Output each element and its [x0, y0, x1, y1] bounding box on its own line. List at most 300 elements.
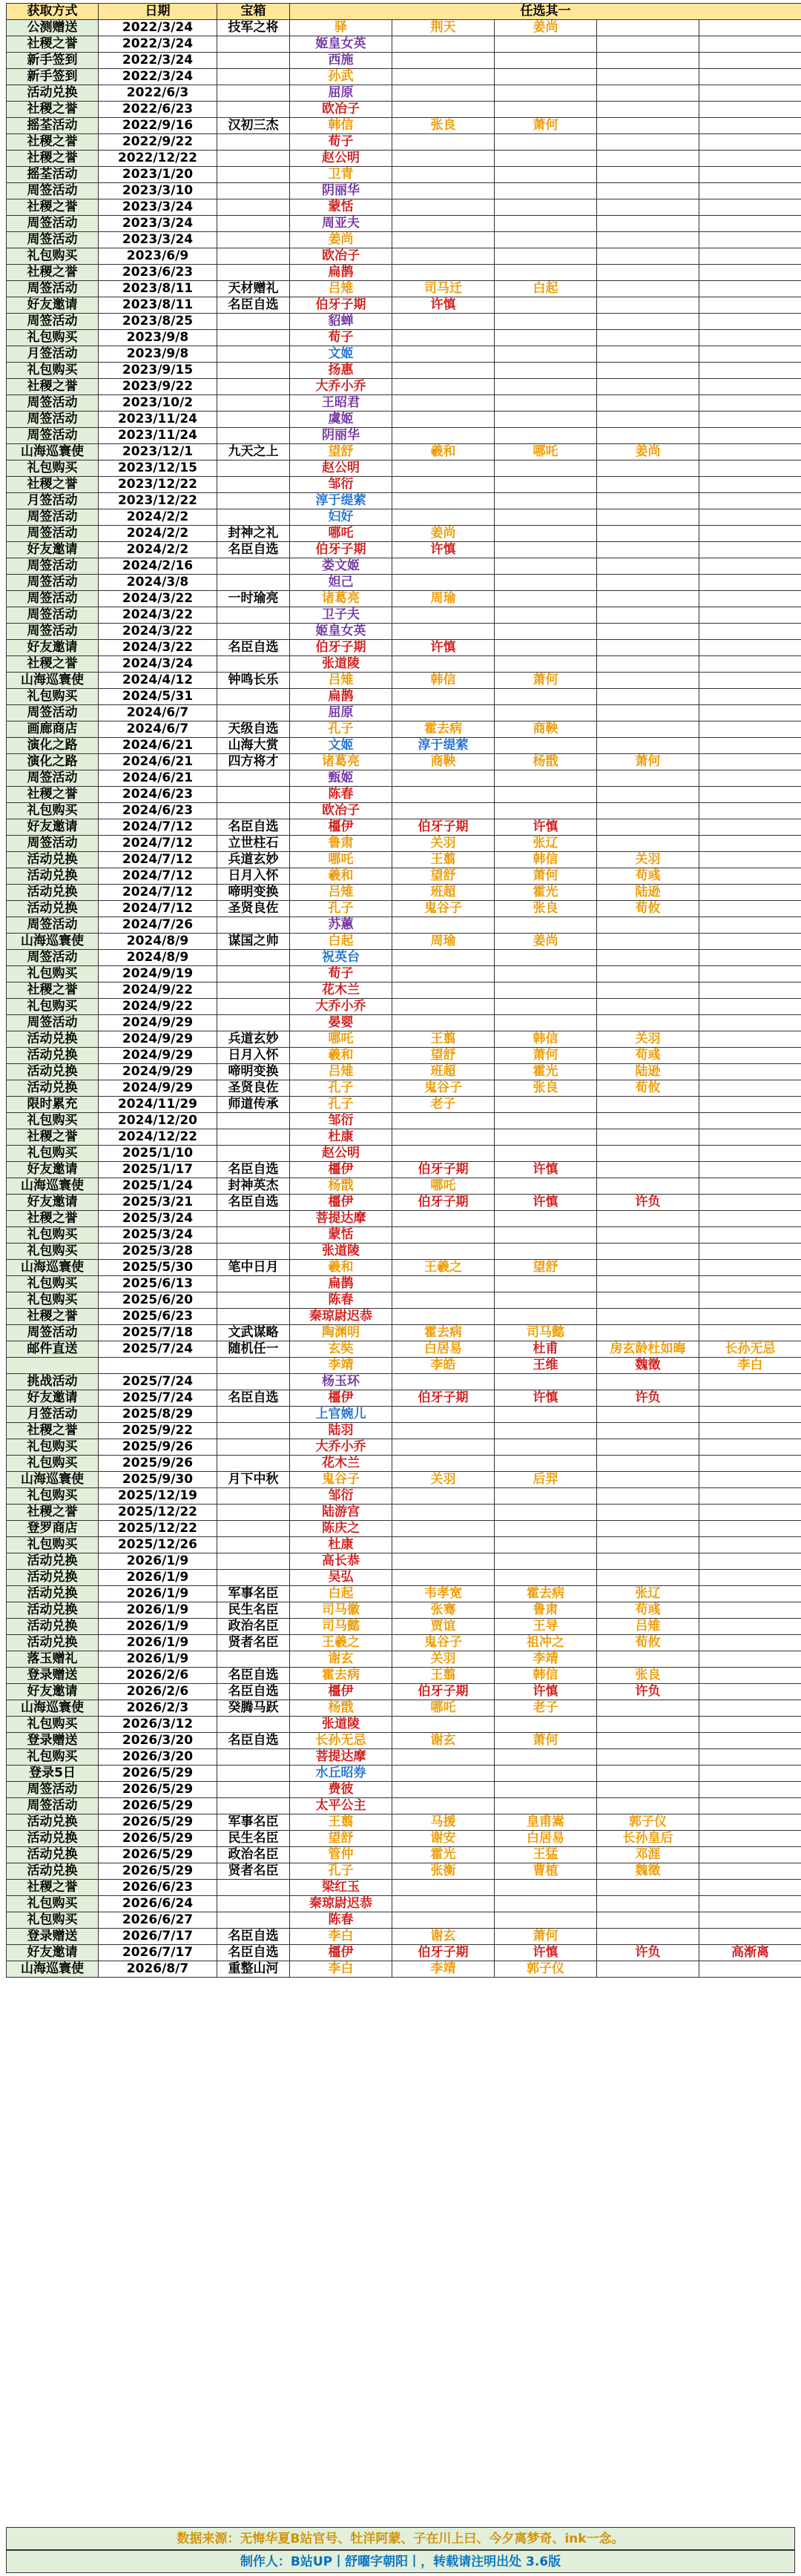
method-cell: 摇荃活动: [7, 118, 99, 134]
chest-cell: [217, 803, 290, 819]
option-cell: 扁鹊: [290, 1276, 392, 1292]
option-cell: [699, 542, 801, 558]
date-cell: 2025/9/26: [99, 1439, 217, 1456]
date-cell: 2026/2/3: [99, 1700, 217, 1717]
method-cell: 活动兑换: [7, 85, 99, 102]
date-cell: 2025/8/29: [99, 1407, 217, 1423]
option-cell: [597, 183, 699, 199]
date-cell: 2026/1/9: [99, 1570, 217, 1586]
option-cell: 霍去病: [392, 1325, 495, 1341]
method-cell: 周签活动: [7, 395, 99, 412]
date-cell: 2025/6/13: [99, 1276, 217, 1292]
table-row: [7, 721, 801, 738]
date-cell: 2024/2/2: [99, 509, 217, 526]
date-cell: 2023/11/24: [99, 412, 217, 428]
table-row: [7, 1488, 801, 1505]
option-cell: [392, 428, 495, 444]
option-cell: 班超: [392, 1064, 495, 1080]
option-cell: 关羽: [597, 1031, 699, 1048]
date-cell: 2023/3/24: [99, 199, 217, 216]
option-cell: [392, 248, 495, 265]
option-cell: [699, 1847, 801, 1863]
method-cell: 礼包购买: [7, 1537, 99, 1553]
table-row: [7, 966, 801, 982]
option-cell: 张骞: [392, 1602, 495, 1619]
chest-cell: [217, 1456, 290, 1472]
table-row: [7, 1602, 801, 1619]
table-row: [7, 36, 801, 53]
method-cell: 限时累充: [7, 1097, 99, 1113]
table-row: [7, 575, 801, 591]
option-cell: [495, 199, 597, 216]
method-cell: 礼包购买: [7, 248, 99, 265]
option-cell: [699, 395, 801, 412]
option-cell: [699, 85, 801, 102]
option-cell: [699, 1456, 801, 1472]
date-cell: 2024/7/12: [99, 901, 217, 917]
chest-cell: [217, 917, 290, 934]
option-cell: [597, 477, 699, 493]
option-cell: 贾谊: [392, 1619, 495, 1635]
option-cell: [597, 297, 699, 314]
option-cell: [597, 1700, 699, 1717]
option-cell: 皇甫嵩: [495, 1814, 597, 1831]
option-cell: 鬼谷子: [290, 1472, 392, 1488]
option-cell: [392, 917, 495, 934]
option-cell: [392, 460, 495, 477]
option-cell: 羲和: [290, 868, 392, 885]
table-row: [7, 1619, 801, 1635]
chest-cell: 民生名臣: [217, 1831, 290, 1847]
option-cell: [699, 460, 801, 477]
option-cell: 白起: [290, 934, 392, 950]
option-cell: 橿伊: [290, 1195, 392, 1211]
option-cell: 许慎: [392, 640, 495, 656]
option-cell: 伯牙子期: [392, 1945, 495, 1961]
option-cell: 屈原: [290, 85, 392, 102]
chest-cell: 九天之上: [217, 444, 290, 460]
option-cell: 长孙无忌: [290, 1733, 392, 1749]
option-cell: 荀子: [290, 134, 392, 151]
chest-cell: [217, 199, 290, 216]
table-row: [7, 232, 801, 248]
option-cell: 陈庆之: [290, 1521, 392, 1537]
option-cell: [495, 624, 597, 640]
option-cell: 谢玄: [392, 1929, 495, 1945]
table-row: [7, 1080, 801, 1097]
chest-cell: [217, 1358, 290, 1374]
method-cell: [7, 1358, 99, 1374]
option-cell: [392, 477, 495, 493]
chest-cell: [217, 1798, 290, 1814]
date-cell: 2024/6/21: [99, 738, 217, 754]
option-cell: 吕雉: [290, 673, 392, 689]
method-cell: 月签活动: [7, 493, 99, 509]
option-cell: 欧冶子: [290, 102, 392, 118]
option-cell: [597, 216, 699, 232]
option-cell: [597, 1439, 699, 1456]
chest-cell: [217, 53, 290, 69]
table-row: [7, 1766, 801, 1782]
date-cell: 2026/1/9: [99, 1602, 217, 1619]
option-cell: [495, 493, 597, 509]
chest-cell: [217, 1292, 290, 1309]
option-cell: [699, 1244, 801, 1260]
chest-cell: [217, 689, 290, 705]
option-cell: [699, 444, 801, 460]
method-cell: 礼包购买: [7, 1896, 99, 1912]
option-cell: 貂蝉: [290, 314, 392, 330]
option-cell: 长孙皇后: [597, 1831, 699, 1847]
chest-cell: 啼明变换: [217, 1064, 290, 1080]
option-cell: 白起: [290, 1586, 392, 1602]
chest-cell: 名臣自选: [217, 1733, 290, 1749]
option-cell: 羲和: [290, 1048, 392, 1064]
chest-cell: [217, 460, 290, 477]
table-row: [7, 1831, 801, 1847]
option-cell: [597, 346, 699, 363]
method-cell: 好友邀请: [7, 297, 99, 314]
option-cell: [699, 1211, 801, 1227]
option-cell: [597, 673, 699, 689]
method-cell: 公测赠送: [7, 20, 99, 36]
option-cell: [699, 1423, 801, 1439]
option-cell: [597, 1553, 699, 1570]
method-cell: 周签活动: [7, 1782, 99, 1798]
method-cell: 登录赠送: [7, 1668, 99, 1684]
date-cell: 2024/7/12: [99, 868, 217, 885]
date-cell: 2022/12/22: [99, 151, 217, 167]
option-cell: [495, 738, 597, 754]
chest-cell: 圣贤良佐: [217, 901, 290, 917]
option-cell: [699, 1684, 801, 1700]
method-cell: 山海巡寰使: [7, 673, 99, 689]
method-cell: 礼包购买: [7, 1912, 99, 1929]
date-cell: 2025/3/24: [99, 1211, 217, 1227]
method-cell: 好友邀请: [7, 1945, 99, 1961]
table-row: [7, 444, 801, 460]
option-cell: 王羲之: [392, 1260, 495, 1276]
option-cell: [392, 314, 495, 330]
option-cell: 扬惠: [290, 363, 392, 379]
table-row: [7, 1635, 801, 1651]
method-cell: 活动兑换: [7, 1048, 99, 1064]
option-cell: 孔子: [290, 1097, 392, 1113]
option-cell: [699, 1488, 801, 1505]
option-cell: [699, 1766, 801, 1782]
date-cell: 2024/2/2: [99, 526, 217, 542]
date-cell: 2023/3/24: [99, 216, 217, 232]
chest-cell: [217, 770, 290, 787]
option-cell: 望舒: [495, 1260, 597, 1276]
option-cell: [495, 1488, 597, 1505]
option-cell: [699, 134, 801, 151]
method-cell: 周签活动: [7, 575, 99, 591]
option-cell: [699, 1733, 801, 1749]
option-cell: 杨玉环: [290, 1374, 392, 1390]
option-cell: [597, 1798, 699, 1814]
chest-cell: [217, 1537, 290, 1553]
date-cell: 2025/12/22: [99, 1505, 217, 1521]
table-row: [7, 901, 801, 917]
option-cell: 秦琼尉迟恭: [290, 1309, 392, 1325]
option-cell: [495, 36, 597, 53]
option-cell: 扁鹊: [290, 689, 392, 705]
option-cell: 许慎: [392, 542, 495, 558]
table-row: [7, 934, 801, 950]
date-cell: 2026/3/20: [99, 1749, 217, 1766]
option-cell: 哪吒: [392, 1700, 495, 1717]
date-cell: [99, 1358, 217, 1374]
option-cell: [495, 1798, 597, 1814]
option-cell: [699, 673, 801, 689]
option-cell: [699, 950, 801, 966]
date-cell: 2024/9/29: [99, 1015, 217, 1031]
method-cell: 社稷之誉: [7, 379, 99, 395]
option-cell: [597, 1521, 699, 1537]
option-cell: 淳于缇萦: [290, 493, 392, 509]
option-cell: 姜尚: [495, 934, 597, 950]
date-cell: 2024/11/29: [99, 1097, 217, 1113]
date-cell: 2024/8/9: [99, 950, 217, 966]
chest-cell: [217, 1782, 290, 1798]
header-chest: 宝箱: [217, 4, 290, 20]
option-cell: [495, 248, 597, 265]
option-cell: [699, 330, 801, 346]
table-row: [7, 1195, 801, 1211]
option-cell: [699, 1863, 801, 1880]
date-cell: 2022/6/3: [99, 85, 217, 102]
table-row: [7, 395, 801, 412]
date-cell: 2025/12/19: [99, 1488, 217, 1505]
table-row: [7, 787, 801, 803]
option-cell: [699, 1472, 801, 1488]
option-cell: [597, 1782, 699, 1798]
option-cell: [597, 281, 699, 297]
option-cell: [392, 134, 495, 151]
table-row: [7, 1684, 801, 1700]
date-cell: 2025/7/18: [99, 1325, 217, 1341]
method-cell: 山海巡寰使: [7, 1961, 99, 1978]
option-cell: [597, 363, 699, 379]
method-cell: 礼包购买: [7, 999, 99, 1015]
option-cell: [699, 754, 801, 770]
option-cell: [699, 705, 801, 721]
chest-cell: 随机任一: [217, 1341, 290, 1358]
chest-cell: [217, 216, 290, 232]
option-cell: [392, 265, 495, 281]
option-cell: 关羽: [392, 1651, 495, 1668]
method-cell: 山海巡寰使: [7, 1260, 99, 1276]
date-cell: 2023/11/24: [99, 428, 217, 444]
method-cell: 周签活动: [7, 770, 99, 787]
table-row: [7, 1423, 801, 1439]
option-cell: [699, 1178, 801, 1195]
option-cell: [392, 624, 495, 640]
option-cell: [597, 1749, 699, 1766]
method-cell: 活动兑换: [7, 1863, 99, 1880]
option-cell: 许负: [597, 1195, 699, 1211]
option-cell: [495, 53, 597, 69]
table-row: [7, 1031, 801, 1048]
table-row: [7, 118, 801, 134]
chest-cell: 山海大赏: [217, 738, 290, 754]
option-cell: 许慎: [495, 1195, 597, 1211]
option-cell: [699, 1635, 801, 1651]
option-cell: 伯牙子期: [290, 297, 392, 314]
option-cell: [495, 705, 597, 721]
date-cell: 2025/9/30: [99, 1472, 217, 1488]
method-cell: 社稷之誉: [7, 265, 99, 281]
option-cell: 杨戬: [495, 754, 597, 770]
option-cell: [392, 1423, 495, 1439]
chest-cell: 啼明变换: [217, 885, 290, 901]
chest-cell: [217, 1146, 290, 1162]
option-cell: [597, 917, 699, 934]
method-cell: 社稷之誉: [7, 1309, 99, 1325]
option-cell: [495, 803, 597, 819]
option-cell: [699, 1162, 801, 1178]
option-cell: [392, 1309, 495, 1325]
option-cell: 伯牙子期: [290, 542, 392, 558]
option-cell: [495, 1749, 597, 1766]
option-cell: 韦孝宽: [392, 1586, 495, 1602]
option-cell: 许慎: [495, 819, 597, 836]
option-cell: 伯牙子期: [290, 640, 392, 656]
table-row: [7, 1244, 801, 1260]
option-cell: 菩提达摩: [290, 1211, 392, 1227]
chest-cell: 封神之礼: [217, 526, 290, 542]
option-cell: [392, 1488, 495, 1505]
date-cell: 2023/1/20: [99, 167, 217, 183]
chest-cell: 军事名臣: [217, 1814, 290, 1831]
table-row: [7, 1341, 801, 1358]
option-cell: [597, 1961, 699, 1978]
method-cell: 山海巡寰使: [7, 1178, 99, 1195]
option-cell: 蒙恬: [290, 1227, 392, 1244]
table-row: [7, 1570, 801, 1586]
method-cell: 周签活动: [7, 412, 99, 428]
date-cell: 2024/7/12: [99, 852, 217, 868]
option-cell: 李靖: [392, 1961, 495, 1978]
option-cell: 张良: [495, 901, 597, 917]
option-cell: 萧何: [495, 673, 597, 689]
option-cell: [392, 346, 495, 363]
chest-cell: 政治名臣: [217, 1619, 290, 1635]
option-cell: [699, 281, 801, 297]
option-cell: [699, 1929, 801, 1945]
option-cell: [699, 738, 801, 754]
option-cell: [392, 1798, 495, 1814]
option-cell: 韩信: [392, 673, 495, 689]
chest-cell: [217, 1749, 290, 1766]
chest-cell: [217, 558, 290, 575]
option-cell: 吕雉: [597, 1619, 699, 1635]
date-cell: 2025/12/22: [99, 1521, 217, 1537]
option-cell: [699, 1896, 801, 1912]
option-cell: [597, 330, 699, 346]
option-cell: 吕雉: [290, 1064, 392, 1080]
method-cell: 社稷之誉: [7, 134, 99, 151]
option-cell: 陆羽: [290, 1423, 392, 1439]
option-cell: [597, 1015, 699, 1031]
header-date: 日期: [99, 4, 217, 20]
table-row: [7, 1048, 801, 1064]
option-cell: 孔子: [290, 1080, 392, 1097]
date-cell: 2024/9/22: [99, 982, 217, 999]
option-cell: 李白: [290, 1961, 392, 1978]
chest-cell: [217, 1766, 290, 1782]
option-cell: [495, 982, 597, 999]
method-cell: 活动兑换: [7, 1553, 99, 1570]
option-cell: [495, 1505, 597, 1521]
method-cell: 社稷之誉: [7, 1880, 99, 1896]
date-cell: 2025/1/17: [99, 1162, 217, 1178]
date-cell: 2023/12/22: [99, 477, 217, 493]
option-cell: 伯牙子期: [392, 1684, 495, 1700]
table-row: [7, 1276, 801, 1292]
method-cell: 社稷之誉: [7, 1211, 99, 1227]
option-cell: [495, 509, 597, 526]
table-row: [7, 754, 801, 770]
option-cell: [699, 412, 801, 428]
option-cell: [495, 1782, 597, 1798]
method-cell: 社稷之誉: [7, 199, 99, 216]
method-cell: 好友邀请: [7, 542, 99, 558]
option-cell: 太平公主: [290, 1798, 392, 1814]
chest-cell: [217, 265, 290, 281]
chest-cell: [217, 85, 290, 102]
chest-cell: 名臣自选: [217, 297, 290, 314]
method-cell: 活动兑换: [7, 901, 99, 917]
chest-cell: [217, 575, 290, 591]
table-row: [7, 509, 801, 526]
date-cell: 2026/3/20: [99, 1733, 217, 1749]
chest-cell: [217, 1505, 290, 1521]
table-row: [7, 412, 801, 428]
method-cell: 登罗商店: [7, 1521, 99, 1537]
method-cell: 活动兑换: [7, 1619, 99, 1635]
chest-cell: 名臣自选: [217, 1945, 290, 1961]
option-cell: [699, 526, 801, 542]
option-cell: [495, 363, 597, 379]
method-cell: 礼包购买: [7, 1146, 99, 1162]
option-cell: [699, 901, 801, 917]
table-row: [7, 1456, 801, 1472]
option-cell: [597, 1423, 699, 1439]
method-cell: 周签活动: [7, 950, 99, 966]
date-cell: 2023/9/15: [99, 363, 217, 379]
method-cell: 礼包购买: [7, 1113, 99, 1129]
option-cell: 祖冲之: [495, 1635, 597, 1651]
option-cell: [495, 917, 597, 934]
option-cell: [392, 1766, 495, 1782]
chest-cell: 四方将才: [217, 754, 290, 770]
table-row: [7, 982, 801, 999]
table-row: [7, 460, 801, 477]
date-cell: 2024/6/23: [99, 787, 217, 803]
option-cell: [699, 53, 801, 69]
option-cell: [495, 1276, 597, 1292]
chest-cell: 谋国之帅: [217, 934, 290, 950]
option-cell: [495, 542, 597, 558]
option-cell: [699, 248, 801, 265]
option-cell: 许负: [597, 1390, 699, 1407]
table-row: [7, 53, 801, 69]
option-cell: [392, 1113, 495, 1129]
option-cell: [699, 1912, 801, 1929]
option-cell: [495, 1766, 597, 1782]
